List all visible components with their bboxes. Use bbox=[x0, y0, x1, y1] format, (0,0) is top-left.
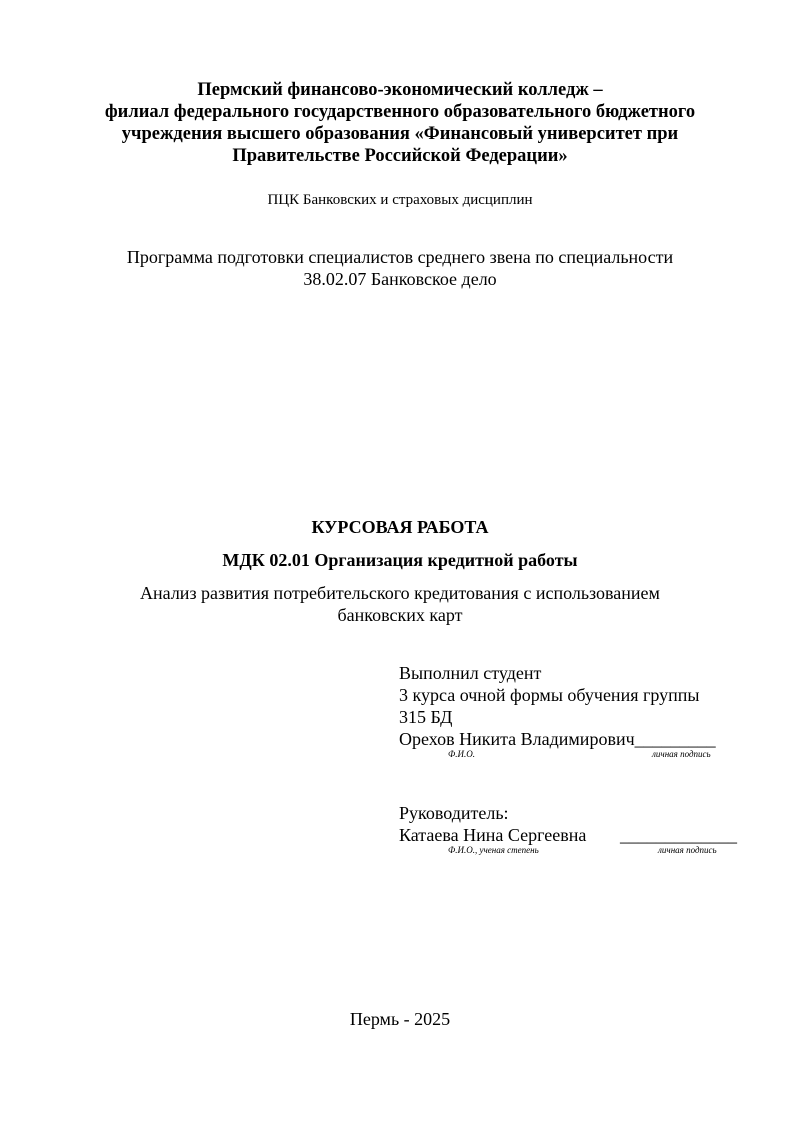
program-line-1: Программа подготовки специалистов среднего звена по специальности bbox=[126, 247, 674, 267]
student-signature-caption: личная подпись bbox=[652, 749, 711, 759]
student-line-1: Выполнил студент bbox=[399, 663, 542, 683]
student-name-line: Орехов Никита Владимирович_________ bbox=[399, 729, 716, 749]
program-line-2: 38.02.07 Банковское дело bbox=[303, 269, 497, 289]
institution-line-3: учреждения высшего образования «Финансовый университет при bbox=[121, 124, 679, 144]
supervisor-name-caption: Ф.И.О., ученая степень bbox=[448, 845, 539, 855]
supervisor-signature-caption: личная подпись bbox=[658, 845, 717, 855]
institution-line-4: Правительстве Российской Федерации» bbox=[232, 146, 568, 166]
topic-block bbox=[0, 582, 800, 626]
student-line-2: 3 курса очной формы обучения группы bbox=[399, 685, 700, 705]
institution-line-2: филиал федерального государственного образовательного бюджетного bbox=[104, 102, 696, 122]
supervisor-signature-line: _____________ bbox=[620, 825, 737, 845]
supervisor-name: Катаева Нина Сергеевна bbox=[399, 825, 587, 845]
student-block bbox=[399, 662, 716, 750]
city-year: Пермь - 2025 bbox=[349, 1009, 451, 1029]
work-type-title: КУРСОВАЯ РАБОТА bbox=[311, 517, 489, 537]
topic-line-1: Анализ развития потребительского кредитования с использованием bbox=[140, 583, 660, 603]
program-block bbox=[0, 246, 800, 290]
institution-header bbox=[0, 79, 800, 167]
supervisor-block bbox=[399, 802, 586, 846]
topic-line-2: банковских карт bbox=[337, 605, 463, 625]
institution-line-1: Пермский финансово-экономический колледж – bbox=[197, 80, 603, 100]
supervisor-label: Руководитель: bbox=[399, 803, 509, 823]
student-line-3: 315 БД bbox=[399, 707, 453, 727]
discipline-title: МДК 02.01 Организация кредитной работы bbox=[222, 550, 578, 570]
department: ПЦК Банковских и страховых дисциплин bbox=[267, 192, 533, 208]
student-name-caption: Ф.И.О. bbox=[448, 749, 475, 759]
